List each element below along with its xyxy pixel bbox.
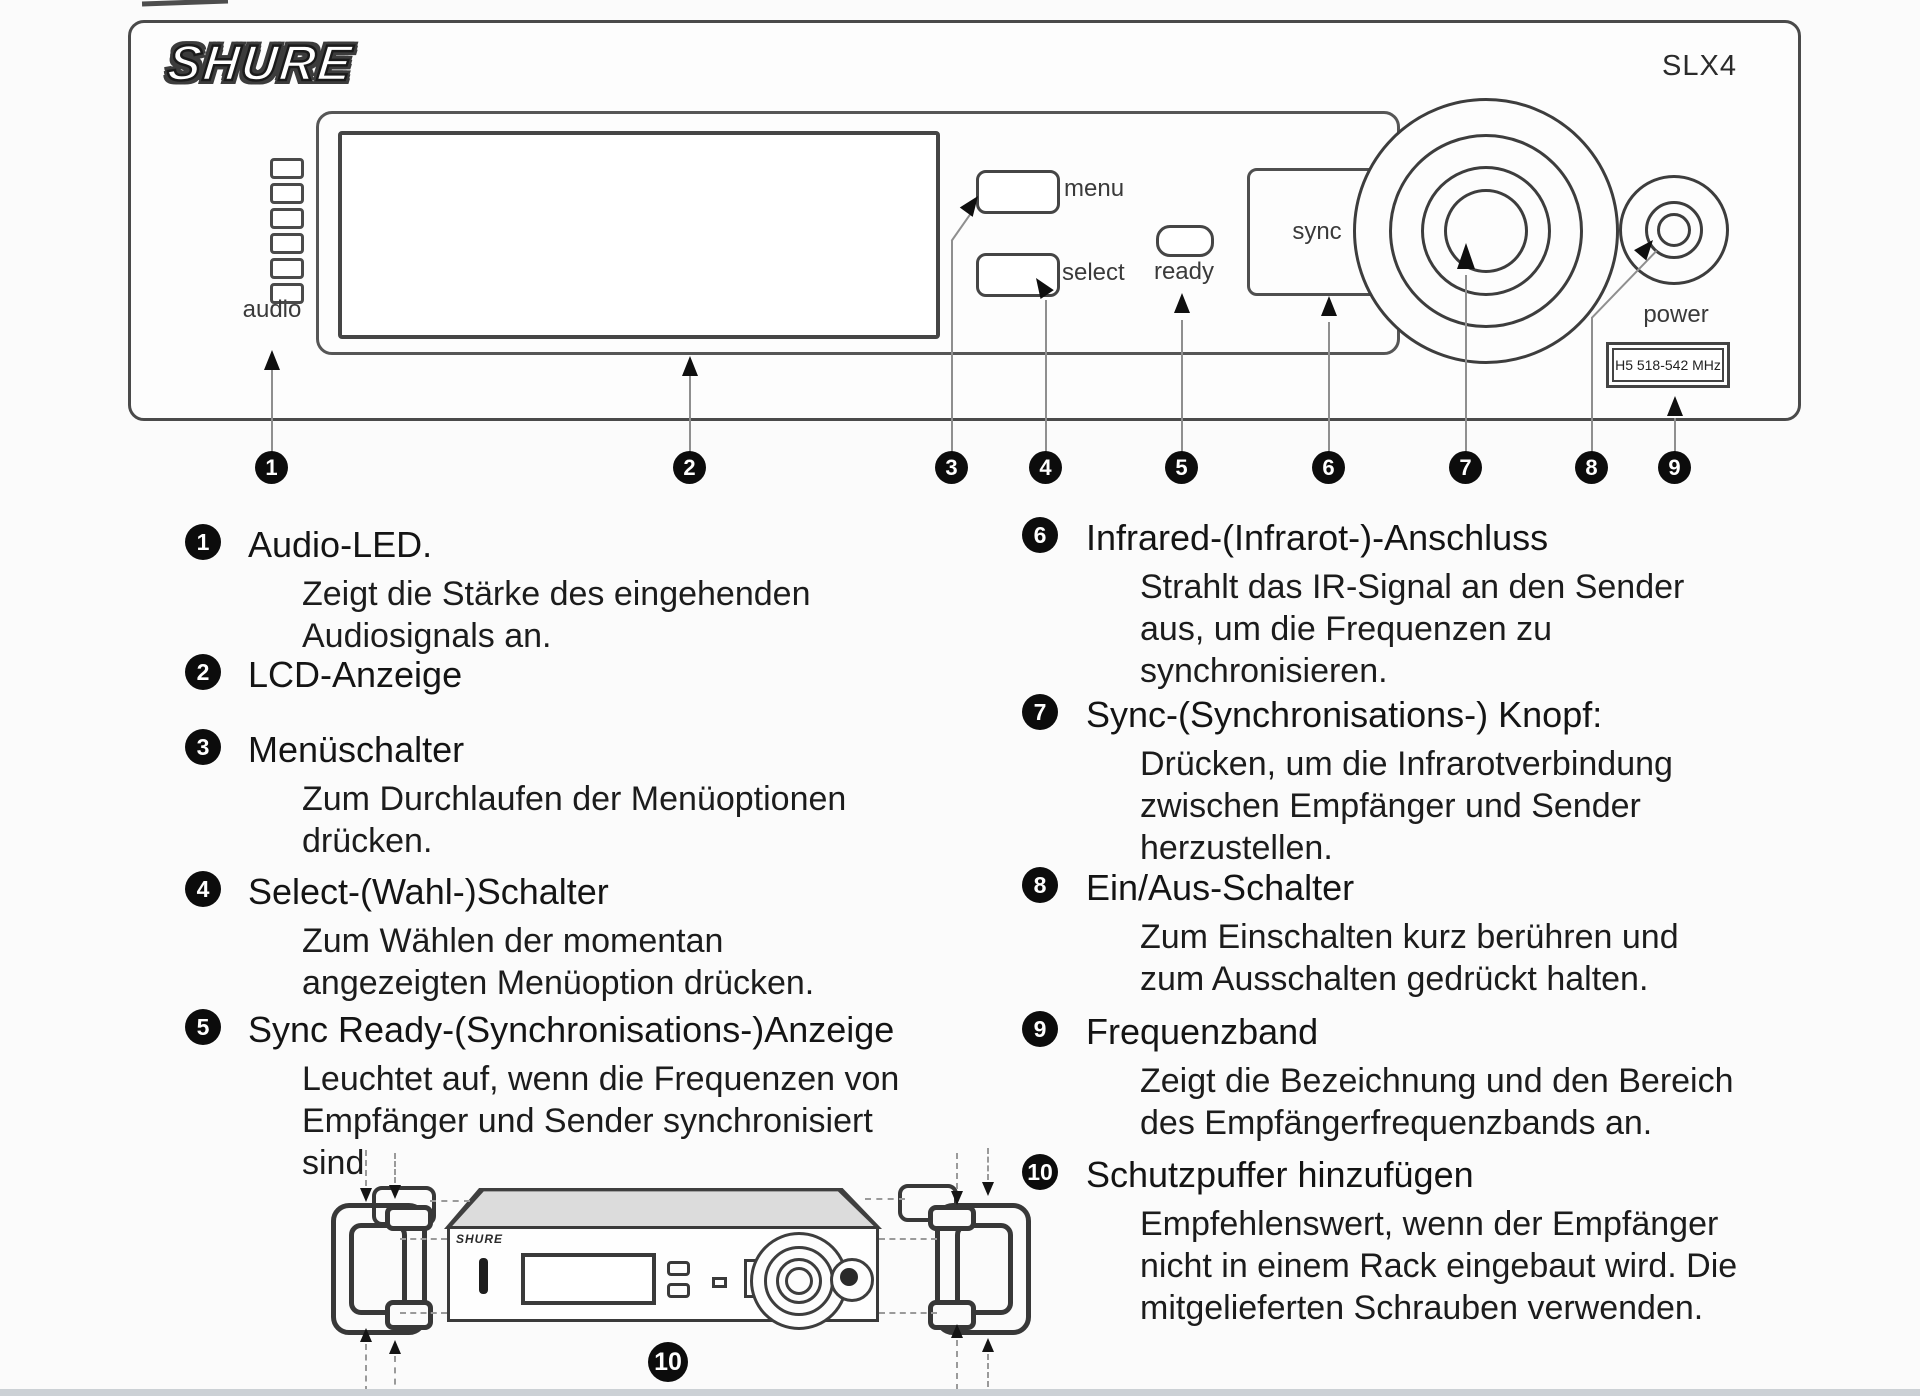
lcd-display [338,131,940,339]
callout-10: 10 [648,1342,688,1382]
screw-shaft [365,1344,367,1392]
callout-7: 7 [1449,451,1482,484]
front-right-bumper-arm-top [928,1205,976,1231]
body-line: mitgelieferten Schrauben verwenden. [1140,1289,1704,1327]
item-title: Audio-LED. [248,524,433,565]
dash-rear-left [430,1200,470,1202]
arrow-1 [264,350,280,370]
screw-arrow-down [951,1191,963,1205]
shure-logo: SHURE [165,35,356,91]
body-line: drücken. [302,822,433,860]
body-line: herzustellen. [1140,829,1333,867]
item-title: Menüschalter [248,729,465,770]
body-line: aus, um die Frequenzen zu [1140,610,1553,648]
callout-2: 2 [673,451,706,484]
front-left-bumper-arm-bottom [385,1300,433,1330]
item-body [302,573,810,657]
callout-1: 1 [255,451,288,484]
callout-8: 8 [1575,451,1608,484]
body-line: Empfänger und Sender synchronisiert [302,1102,873,1140]
item-title: Sync-(Synchronisations-) Knopf: [1086,694,1603,735]
body-line: zwischen Empfänger und Sender [1140,787,1641,825]
item-number: 9 [1022,1011,1058,1047]
body-line: Zeigt die Bezeichnung und den Bereich [1140,1062,1734,1100]
audio-label: audio [242,296,302,323]
power-label: power [1643,301,1709,328]
item-body [302,778,846,862]
body-line: sind [302,1144,365,1182]
leader-line-9 [1674,418,1676,452]
mini-ready-led [712,1277,727,1288]
menu-button [976,170,1060,214]
bottom-edge-strip [0,1389,1920,1396]
body-line: synchronisieren. [1140,652,1388,690]
body-line: Strahlt das IR-Signal an den Sender [1140,568,1685,606]
item-number: 4 [185,871,221,907]
mini-select-button [667,1283,690,1298]
item-title: Infrared-(Infrarot-)-Anschluss [1086,517,1549,558]
menu-label: menu [1064,175,1125,202]
body-line: des Empfängerfrequenzbands an. [1140,1104,1653,1142]
leader-line-1 [271,370,273,452]
mini-receiver-top-face [447,1191,879,1227]
screw-arrow-up [951,1324,963,1338]
callout-6: 6 [1312,451,1345,484]
body-line: Zum Wählen der momentan [302,922,724,960]
item-title: Select-(Wahl-)Schalter [248,871,609,912]
item-number: 1 [185,524,221,560]
leader-line-5 [1181,320,1183,452]
dash-left-top [400,1238,447,1240]
item-body [302,920,814,1004]
audio-led-3 [270,208,304,229]
screw-arrow-up [982,1338,994,1352]
front-left-bumper-arm-top [385,1205,433,1231]
item-body [1140,566,1684,692]
item-body [1140,743,1673,869]
frequency-band-text: H5 518-542 MHz [1612,348,1724,382]
body-line: Zeigt die Stärke des eingehenden [302,575,811,613]
arrow-2 [682,356,698,376]
arrow-9 [1667,396,1683,416]
item-body [1140,1203,1737,1329]
mini-power-center [840,1268,858,1286]
item-number: 10 [1022,1154,1058,1190]
arrow-7 [1457,243,1475,269]
screw-arrow-down [360,1188,372,1202]
leader-line-2 [689,376,691,452]
scan-artifact [142,0,228,6]
item-title: Schutzpuffer hinzufügen [1086,1154,1474,1195]
item-title: Frequenzband [1086,1011,1319,1052]
callout-9: 9 [1658,451,1691,484]
item-title: LCD-Anzeige [248,654,463,695]
leader-line-3 [951,240,953,452]
screw-arrow-up [389,1340,401,1354]
item-number: 5 [185,1009,221,1045]
dash-right-top [879,1238,937,1240]
ready-led [1156,225,1214,257]
screw-shaft [956,1340,958,1390]
callout-3: 3 [935,451,968,484]
leader-line-7 [1465,275,1467,452]
body-line: zum Ausschalten gedrückt halten. [1140,960,1649,998]
item-title: Sync Ready-(Synchronisations-)Anzeige [248,1009,895,1050]
item-body [1140,1060,1734,1144]
mini-lcd [521,1253,656,1305]
leader-line-4 [1045,300,1047,452]
item-body [302,1058,899,1184]
body-line: Leuchtet auf, wenn die Frequenzen von [302,1060,900,1098]
dash-rear-right [865,1198,905,1200]
screw-arrow-down [982,1182,994,1196]
item-body [1140,916,1679,1000]
body-line: angezeigten Menüoption drücken. [302,964,815,1002]
item-number: 8 [1022,867,1058,903]
sync-label: sync [1292,218,1342,245]
body-line: Empfehlenswert, wenn der Empfänger [1140,1205,1719,1243]
screw-shaft [987,1148,989,1180]
mini-menu-button [667,1261,690,1276]
body-line: Drücken, um die Infrarotverbindung [1140,745,1673,783]
audio-led-4 [270,233,304,254]
body-line: nicht in einem Rack eingebaut wird. Die [1140,1247,1738,1285]
ready-label: ready [1153,258,1215,285]
screw-shaft [394,1153,396,1183]
screw-arrow-down [389,1185,401,1199]
item-number: 2 [185,654,221,690]
mini-sync-knob-cap [785,1267,813,1295]
power-button-center [1657,213,1691,247]
dash-left-bottom [400,1312,447,1314]
body-line: Audiosignals an. [302,617,552,655]
body-line: Zum Durchlaufen der Menüoptionen [302,780,847,818]
callout-5: 5 [1165,451,1198,484]
item-title: Ein/Aus-Schalter [1086,867,1355,908]
model-label: SLX4 [1662,50,1737,82]
dash-right-bottom [879,1312,937,1314]
leader-line-6 [1328,322,1330,452]
item-number: 7 [1022,694,1058,730]
arrow-6 [1321,296,1337,316]
body-line: Zum Einschalten kurz berühren und [1140,918,1679,956]
select-label: select [1062,259,1125,286]
mini-audio-led-bar [479,1258,488,1294]
leader-line-8 [1591,317,1593,452]
mini-shure-logo: SHURE [456,1232,504,1246]
item-number: 3 [185,729,221,765]
screw-arrow-up [360,1328,372,1342]
frequency-band-label [1606,342,1730,388]
callout-4: 4 [1029,451,1062,484]
audio-led-5 [270,258,304,279]
screw-shaft [956,1153,958,1189]
arrow-5 [1174,293,1190,313]
audio-led-2 [270,183,304,204]
audio-led-1 [270,158,304,179]
screw-shaft [365,1150,367,1186]
item-number: 6 [1022,517,1058,553]
